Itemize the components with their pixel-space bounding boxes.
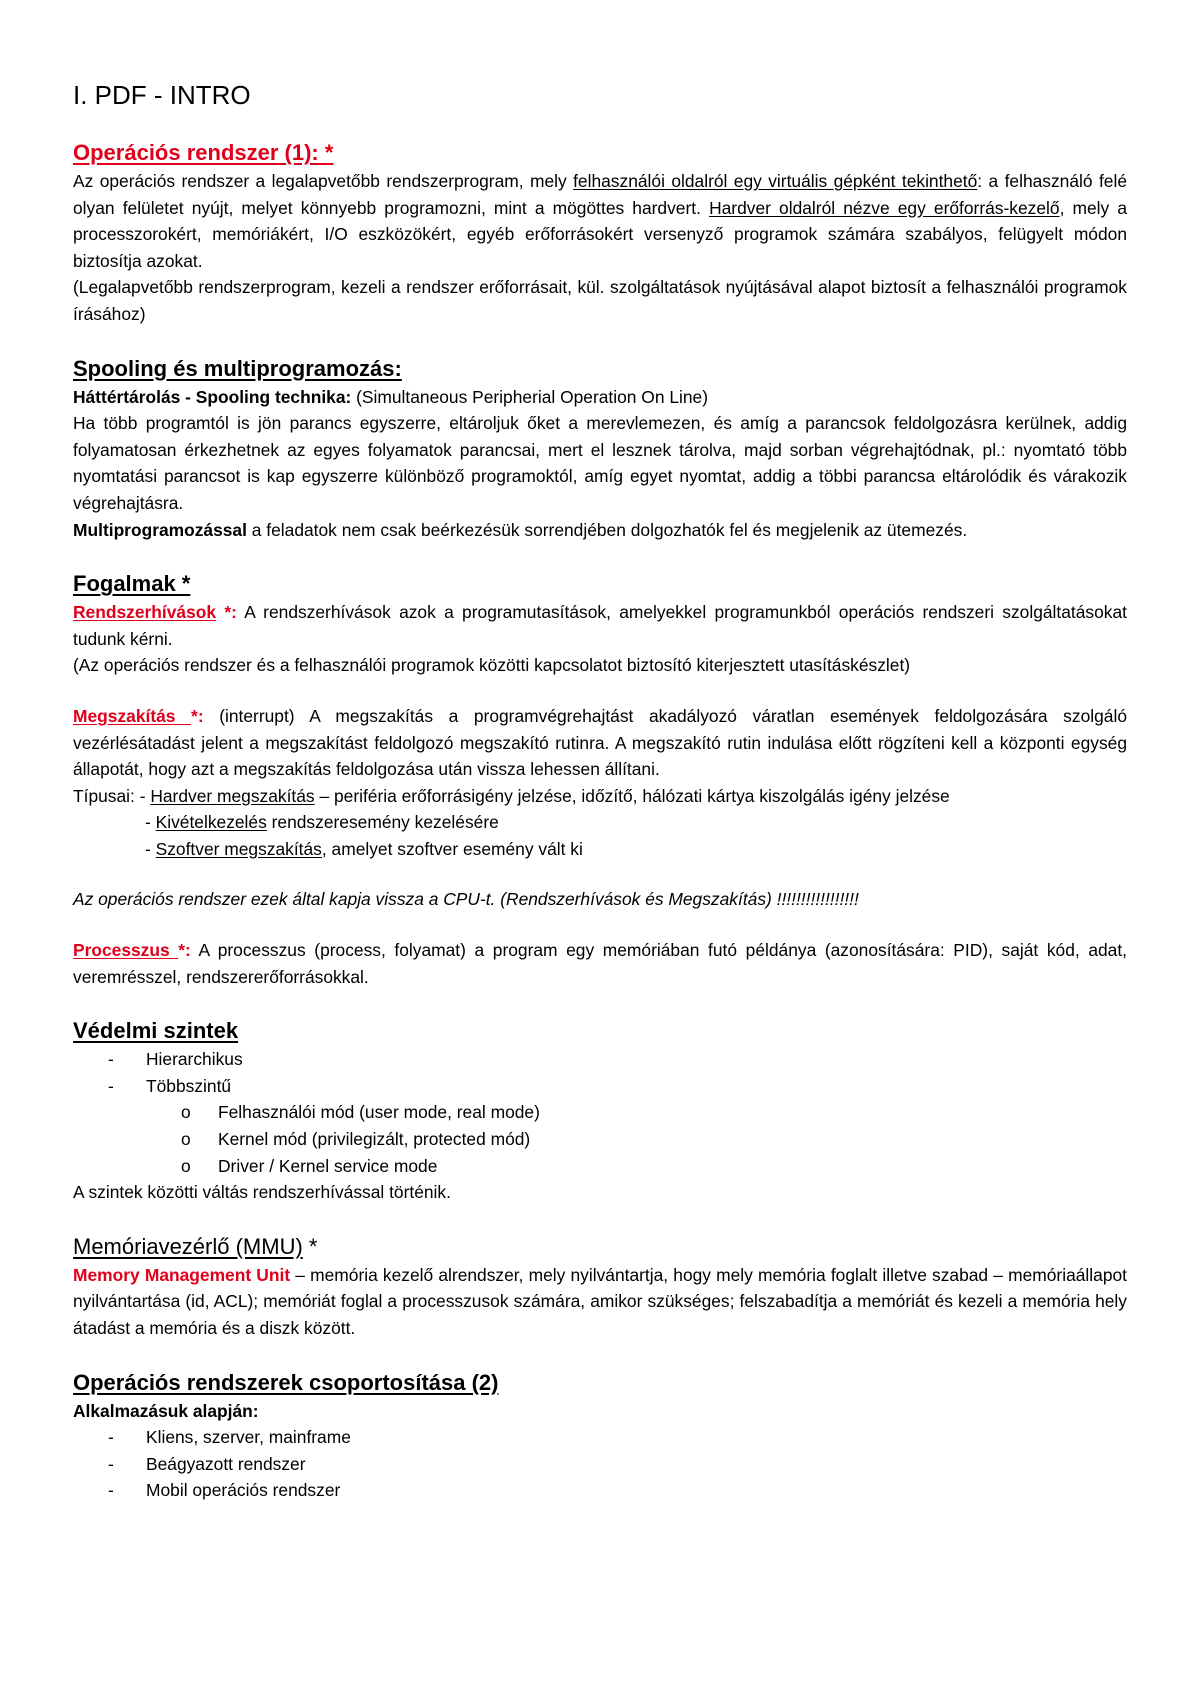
os-text-underline-2: Hardver oldalról nézve egy erőforrás-kezelő [709,197,1060,218]
mmu-heading-text: Memóriavezérlő (MMU) [73,1233,303,1259]
list-item: o Kernel mód (privilegizált, protected mód) [73,1126,1127,1153]
megszakitas-term: Megszakítás [73,705,192,726]
rendszerhivas-term: Rendszerhívások [73,602,217,623]
type2-dash: - [145,812,156,833]
csoport-list [73,1424,1127,1504]
type1-text: – periféria erőforrásigény jelzése, időzítő, hálózati kártya kiszolgálás igény jelzése [314,785,950,806]
section-vedelmi-heading: Védelmi szintek [73,1018,239,1044]
spooling-line1 [73,384,1127,411]
multiprog-term: Multiprogramozással [73,519,247,540]
megszakitas-type-1 [73,783,1127,810]
type1-term: Hardver megszakítás [150,785,315,806]
list-item: - Beágyazott rendszer [73,1451,1127,1478]
rendszerhivas-star: *: [216,602,237,623]
processzus-term: Processzus [73,940,179,961]
os-text-a: Az operációs rendszer a legalapvetőbb rendszerprogram, mely [73,171,574,191]
os-text-c: , mely a processzorokért, memóriákért, I/O eszközökért, egyéb erőforrásokért versenyző programok számára szabályos, felügyelt módon biztosítja azokat. [73,197,1128,271]
os-text-underline-1: felhasználói oldalról egy virtuális gépként tekinthető [573,171,978,191]
list-item: o Driver / Kernel service mode [73,1153,1127,1180]
type2-term: Kivételkezelés [155,812,267,833]
list-item: o Felhasználói mód (user mode, real mode) [73,1099,1127,1126]
mmu-heading-star: * [302,1233,318,1259]
spooling-term: Háttértárolás - Spooling technika: [73,386,352,407]
types-label: Típusai: - [73,785,151,806]
type3-text: , amelyet szoftver esemény vált ki [321,838,583,859]
section-spooling-heading: Spooling és multiprogramozás: [73,355,402,381]
os-paragraph [73,168,1127,274]
mmu-text: – memória kezelő alrendszer, mely nyilvántartja, hogy mely memória foglalt illetve szabad – memóriaállapot nyilvántartása (id, ACL); memóriát foglal a processzusok számára, amikor szükséges; felszabadítja a memóriát és kezeli a memória hely átadást a memória és a diszk között. [73,1264,1127,1338]
mmu-paragraph [73,1262,1127,1342]
rendszerhivas-note: (Az operációs rendszer és a felhasználói programok közötti kapcsolatot biztosító kiterjesztett utasításkészlet) [73,655,911,676]
os-text-b: : a felhasználó felé olyan felületet nyújt, melyet könnyebb programozni, mint a mögöttes hardvert. [73,171,1127,218]
rendszerhivas-text: A rendszerhívások azok a programutasítások, amelyekkel programunkból operációs rendszeri szolgáltatásokat tudunk kérni. [73,602,1127,649]
type3-term: Szoftver megszakítás [155,838,322,859]
section-csoport-heading: Operációs rendszerek csoportosítása (2) [73,1369,499,1395]
vedelmi-footer: A szintek közötti váltás rendszerhívással történik. [73,1182,451,1203]
mmu-term: Memory Management Unit [73,1264,291,1285]
os-note: (Legalapvetőbb rendszerprogram, kezeli a rendszer erőforrásait, kül. szolgáltatások nyújtásával alapot biztosít a felhasználói programok írásához) [73,277,1127,324]
megszakitas-star: *: [191,705,204,726]
section-os-heading [73,138,1127,168]
multiprog-text: a feladatok nem csak beérkezésük sorrendjében dolgozhatók fel és megjelenik az ütemezés. [246,519,968,540]
list-item: - Mobil operációs rendszer [73,1477,1127,1504]
multiprog-paragraph [73,517,1127,544]
list-item: - Kliens, szerver, mainframe [73,1424,1127,1451]
list-item: - Hierarchikus [73,1046,1127,1073]
csoport-subheading: Alkalmazásuk alapján: [73,1400,259,1421]
vedelmi-list [73,1046,1127,1099]
processzus-paragraph [73,937,1127,990]
list-item: - Többszintű [73,1073,1127,1100]
megszakitas-text: (interrupt) A megszakítás a programvégrehajtást akadályozó váratlan események feldolgozására szolgáló vezérlésátadást jelent a megszakítást feldolgozó megszakító rutinra. A megszakító rutin indulása előtt rögzíteni kell a központi egység állapotát, hogy azt a megszakítás feldolgozása után vissza lehessen állítani. [73,705,1127,780]
processzus-text: A processzus (process, folyamat) a program egy memóriában futó példánya (azonosítására: PID), saját kód, adat, veremrésszel, rendszererőforrásokkal. [73,940,1127,987]
type2-text: rendszeresemény kezelésére [266,812,499,833]
cpu-note: Az operációs rendszer ezek által kapja vissza a CPU-t. (Rendszerhívások és Megszakítás) !!!!!!!!!!!!!!!!! [73,889,859,910]
section-mmu-heading [73,1232,1127,1262]
rendszerhivas-paragraph [73,599,1127,652]
type3-dash: - [145,838,156,859]
megszakitas-paragraph [73,703,1127,783]
megszakitas-type-3 [73,836,1127,863]
processzus-star: *: [178,940,191,961]
spooling-paragraph: Ha több programtól is jön parancs egyszerre, eltároljuk őket a merevlemezen, és amíg a parancsok feldolgozásra kerülnek, addig folyamatosan érkezhetnek az egyes folyamatok parancsai, mert el lesznek tárolva, majd sorban végrehajtódnak, pl.: nyomtató több nyomtatási parancsot is kap egyszerre különböző programoktól, amíg egyet nyomtat, addig a többi parancsa eltárolódik és várakozik végrehajtásra. [73,413,1127,513]
os-heading-text: Operációs rendszer (1): * [73,140,334,165]
page-title: I. PDF - INTRO [73,80,251,110]
section-fogalmak-heading: Fogalmak * [73,571,191,597]
vedelmi-sublist [73,1099,1127,1179]
spooling-expansion: (Simultaneous Peripherial Operation On Line) [351,386,708,407]
megszakitas-type-2 [73,809,1127,836]
